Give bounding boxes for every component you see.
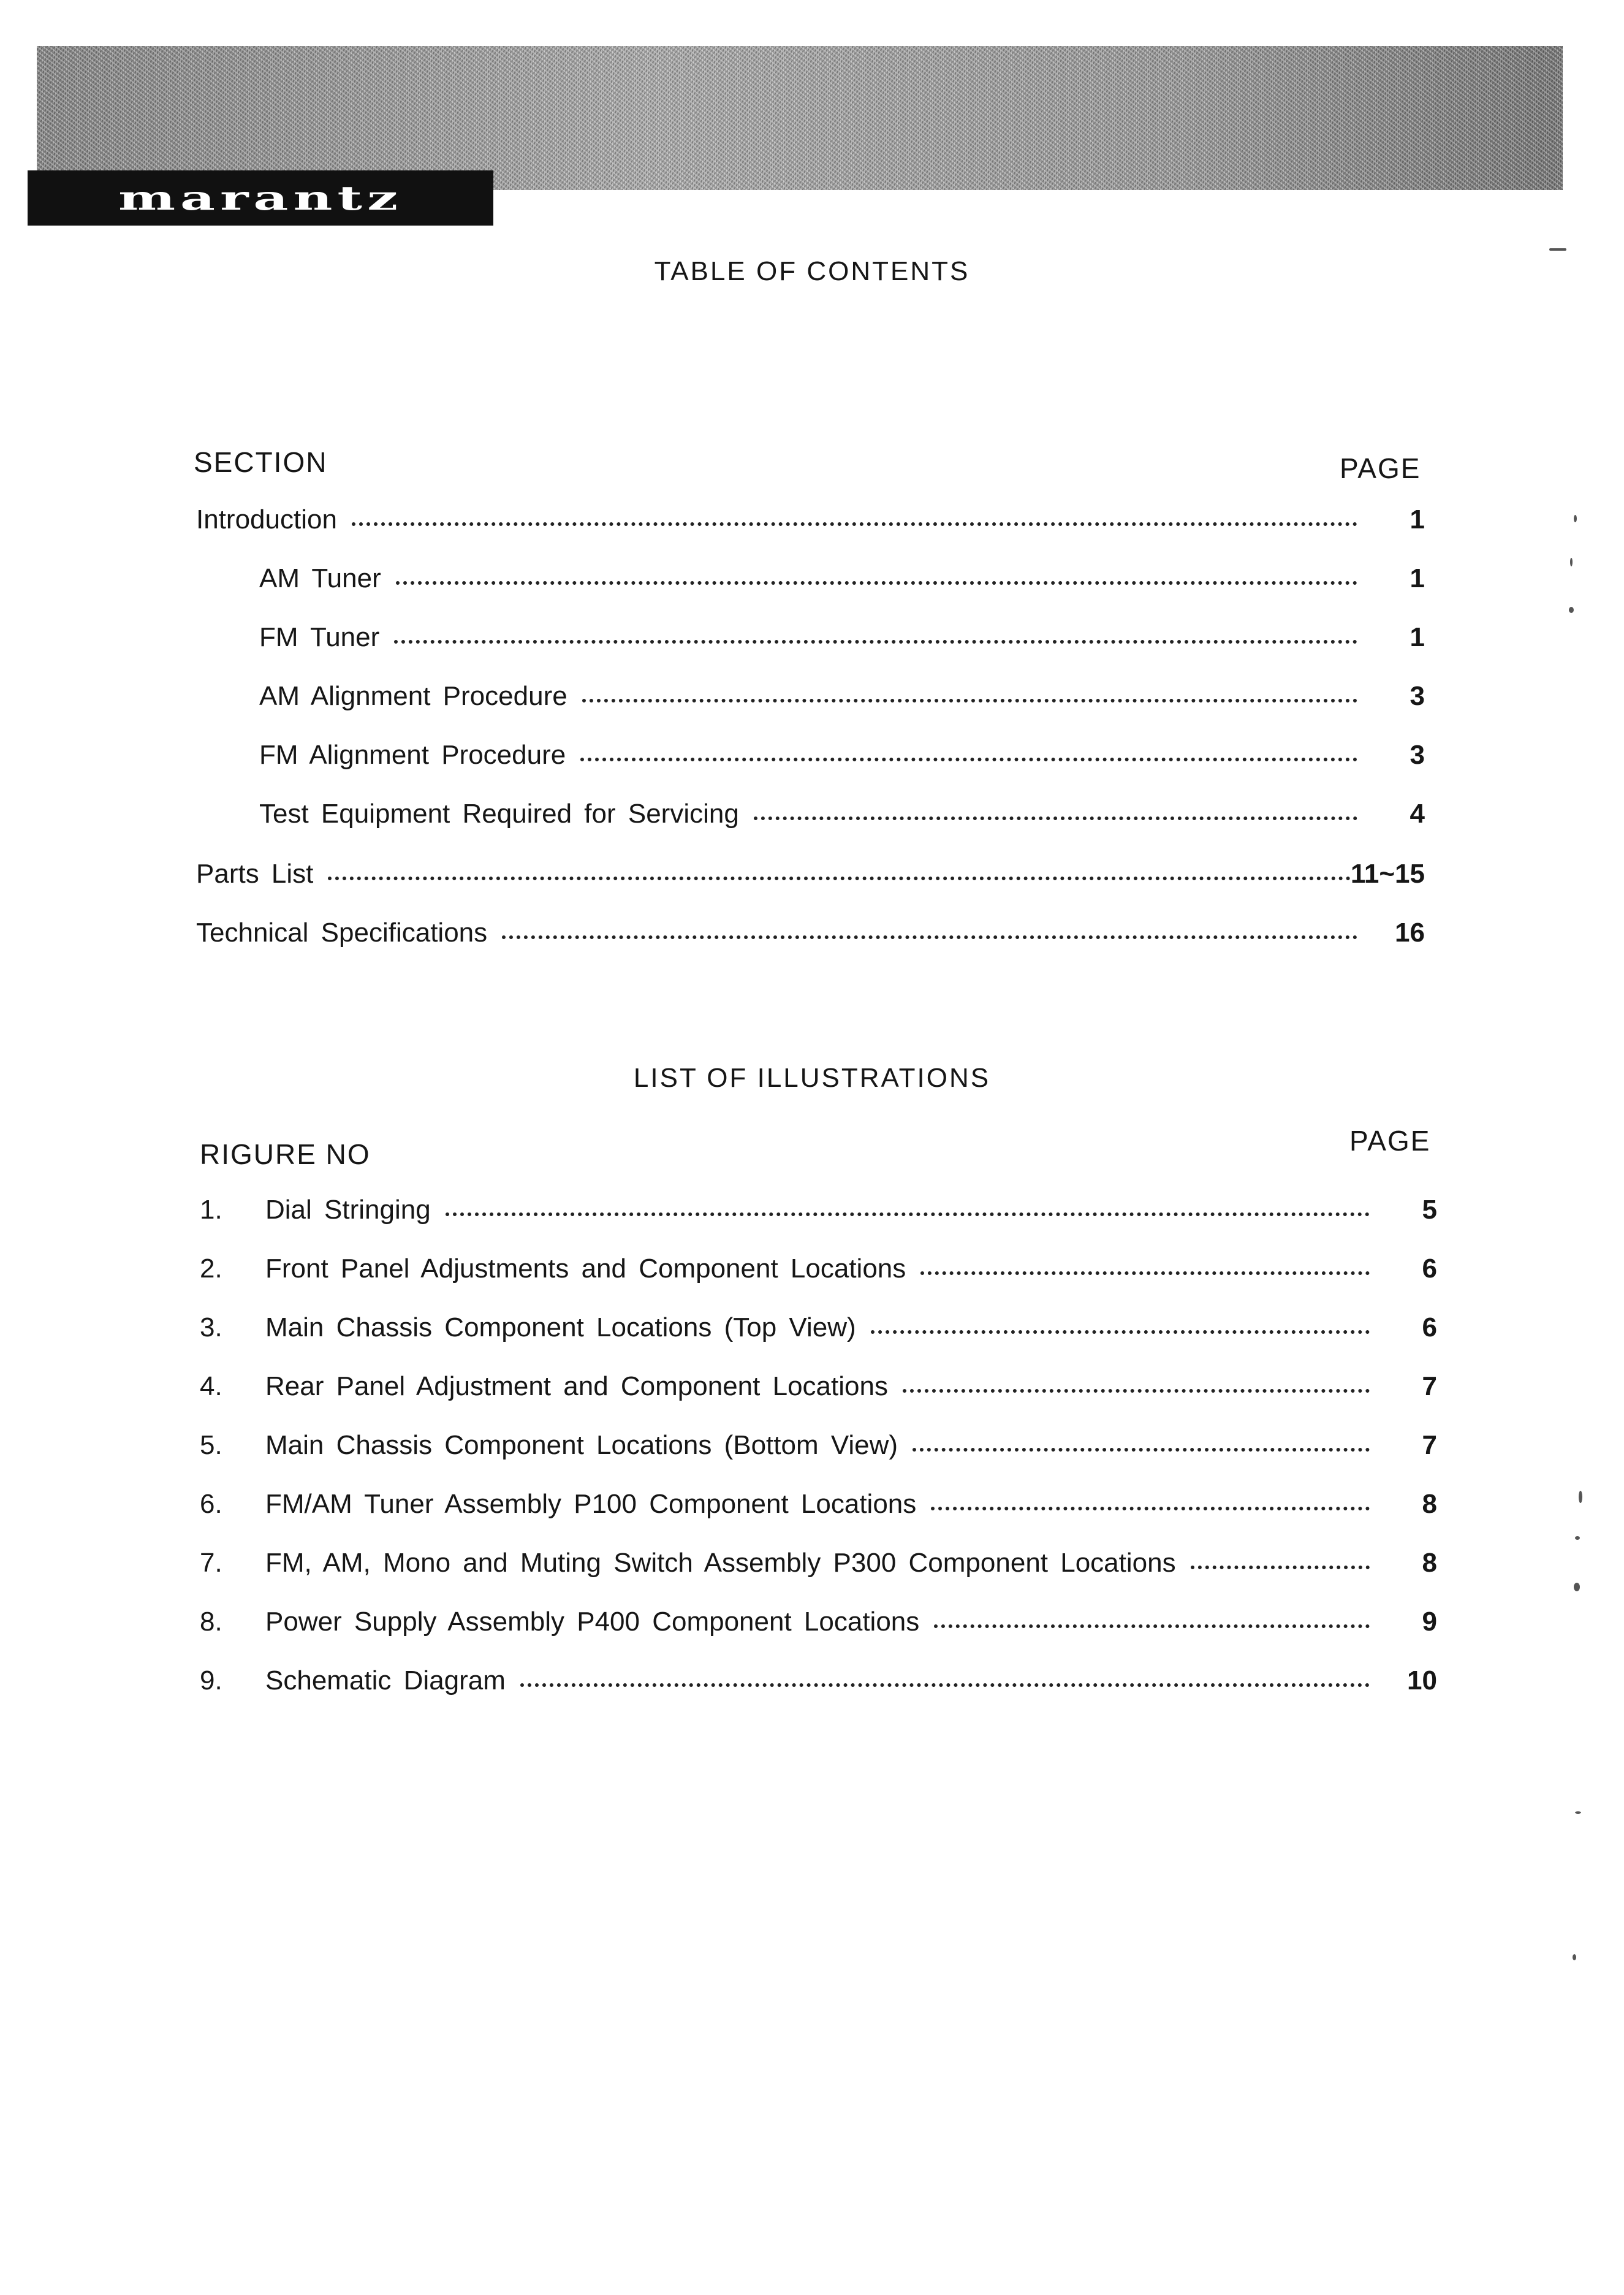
figure-page: 6: [1422, 1312, 1437, 1342]
toc-entry: [259, 565, 1425, 592]
toc-page-header: PAGE: [1340, 452, 1421, 484]
page-speck: [1570, 558, 1573, 566]
toc-entry: [259, 624, 1425, 651]
marantz-logo: [28, 170, 493, 226]
illustration-entry: [200, 1373, 1437, 1400]
figure-label: Front Panel Adjustments and Component Locations: [265, 1254, 906, 1284]
leader-dots: [920, 1271, 1370, 1275]
page-speck: [1575, 1536, 1580, 1540]
figure-page: 8: [1422, 1548, 1437, 1578]
toc-entry-label: FM Alignment Procedure: [259, 740, 566, 770]
leader-dots: [520, 1683, 1370, 1687]
figure-label: Dial Stringing: [265, 1195, 431, 1225]
leader-dots: [502, 935, 1357, 939]
figure-label: Power Supply Assembly P400 Component Locations: [265, 1607, 920, 1637]
figure-number: 7.: [200, 1548, 222, 1578]
illustrations-title: LIST OF ILLUSTRATIONS: [633, 1063, 991, 1093]
illustration-entry: [200, 1255, 1437, 1282]
figure-number: 9.: [200, 1665, 222, 1696]
toc-title: TABLE OF CONTENTS: [654, 256, 970, 286]
page-speck: [1573, 1954, 1576, 1960]
figure-number: 2.: [200, 1254, 222, 1284]
figure-number: 6.: [200, 1489, 222, 1519]
illustration-entry: [200, 1197, 1437, 1224]
page-speck: [1579, 1491, 1582, 1503]
figure-label: FM/AM Tuner Assembly P100 Component Locations: [265, 1489, 917, 1519]
toc-entry-page: 4: [1410, 799, 1425, 829]
toc-section-header: SECTION: [194, 446, 328, 478]
figure-number: 8.: [200, 1607, 222, 1637]
leader-dots: [871, 1330, 1370, 1334]
toc-entry-label: Test Equipment Required for Servicing: [259, 799, 739, 829]
toc-entry-page: 1: [1410, 563, 1425, 593]
toc-entry: [259, 801, 1425, 828]
page-speck: [1549, 248, 1566, 251]
toc-entry-label: Introduction: [196, 504, 337, 535]
leader-dots: [913, 1448, 1370, 1452]
toc-entry-label: AM Alignment Procedure: [259, 681, 567, 711]
page-speck: [1575, 1811, 1581, 1814]
figure-number: 1.: [200, 1195, 222, 1225]
logo-text: marantz: [118, 178, 403, 218]
toc-entry-page: 3: [1410, 740, 1425, 770]
figure-page: 6: [1422, 1254, 1437, 1284]
toc-entry-label: Parts List: [196, 859, 314, 889]
figure-page: 10: [1407, 1665, 1437, 1696]
leader-dots: [1191, 1566, 1370, 1569]
leader-dots: [754, 816, 1357, 820]
toc-entry: [196, 506, 1425, 533]
toc-entry: [196, 861, 1425, 888]
leader-dots: [582, 699, 1357, 702]
figure-label: Rear Panel Adjustment and Component Locations: [265, 1371, 888, 1401]
leader-dots: [931, 1507, 1370, 1510]
header-banner: [37, 46, 1563, 190]
illustration-entry: [200, 1432, 1437, 1459]
toc-entry-label: Technical Specifications: [196, 918, 488, 948]
figure-page: 7: [1422, 1371, 1437, 1401]
toc-entry-page: 1: [1410, 504, 1425, 535]
toc-entry: [259, 742, 1425, 769]
leader-dots: [394, 640, 1357, 644]
leader-dots: [446, 1212, 1370, 1216]
leader-dots: [580, 758, 1357, 761]
illustration-entry: [200, 1491, 1437, 1518]
figure-label: FM, AM, Mono and Muting Switch Assembly P300 Component Locations: [265, 1548, 1176, 1578]
toc-entry-label: AM Tuner: [259, 563, 381, 593]
figure-number: 5.: [200, 1430, 222, 1460]
figure-label: Main Chassis Component Locations (Bottom View): [265, 1430, 898, 1460]
leader-dots: [396, 581, 1357, 585]
leader-dots: [352, 522, 1357, 526]
toc-entry: [196, 919, 1425, 946]
figure-label: Main Chassis Component Locations (Top View): [265, 1312, 856, 1342]
leader-dots: [903, 1389, 1370, 1393]
toc-entry-page: 16: [1395, 918, 1425, 948]
page-speck: [1569, 607, 1574, 613]
toc-entry-page: 11~15: [1350, 859, 1425, 889]
toc-entry: [259, 683, 1425, 710]
illustration-entry: [200, 1608, 1437, 1635]
figure-number: 4.: [200, 1371, 222, 1401]
figure-number-header: RIGURE NO: [200, 1138, 371, 1170]
leader-dots: [328, 877, 1350, 880]
illustration-entry: [200, 1314, 1437, 1341]
figure-page: 9: [1422, 1607, 1437, 1637]
illustration-entry: [200, 1550, 1437, 1577]
leader-dots: [934, 1624, 1370, 1628]
figure-label: Schematic Diagram: [265, 1665, 506, 1696]
illustrations-page-header: PAGE: [1349, 1125, 1431, 1157]
figure-number: 3.: [200, 1312, 222, 1342]
page-speck: [1574, 1583, 1580, 1591]
page-speck: [1574, 515, 1577, 522]
toc-entry-page: 3: [1410, 681, 1425, 711]
toc-entry-label: FM Tuner: [259, 622, 380, 652]
toc-entry-page: 1: [1410, 622, 1425, 652]
figure-page: 8: [1422, 1489, 1437, 1519]
figure-page: 5: [1422, 1195, 1437, 1225]
illustration-entry: [200, 1667, 1437, 1694]
figure-page: 7: [1422, 1430, 1437, 1460]
